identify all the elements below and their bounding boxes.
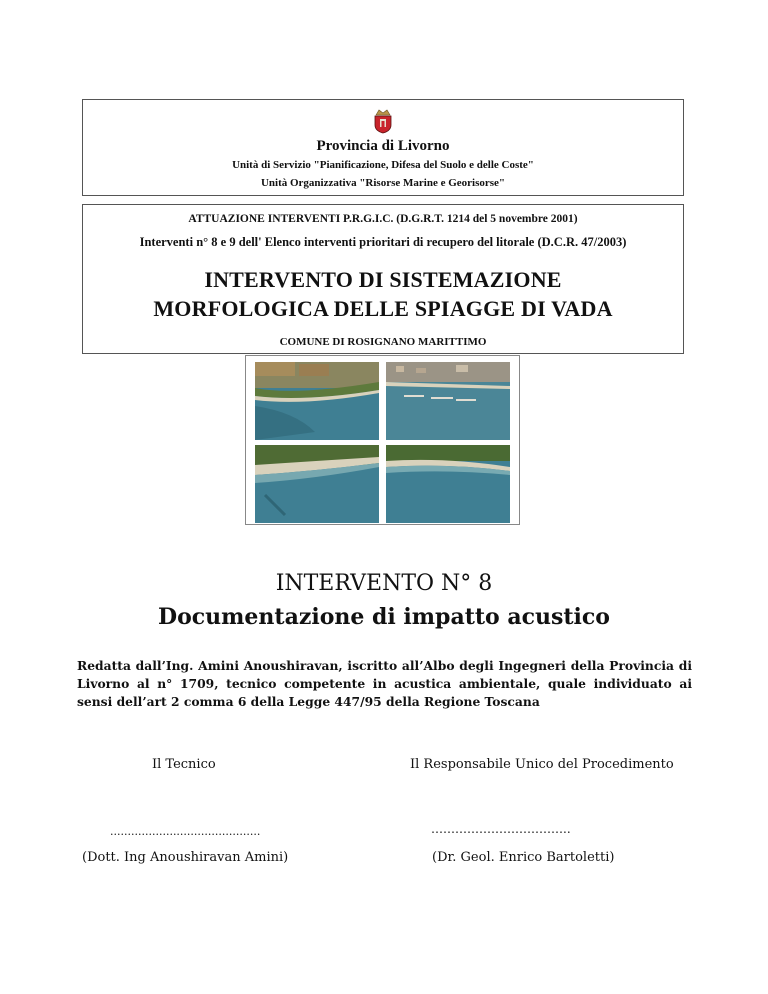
- interventi-line: Interventi n° 8 e 9 dell' Elenco interventi prioritari di recupero del litorale (D.C.R. 47/2003): [139, 235, 627, 249]
- author-statement: Redatta dall’Ing. Amini Anoushiravan, iscritto all’Albo degli Ingegneri della Provincia di Livorno al n° 1709, tecnico competente in acustica ambientale, quale individuato ai sensi dell’art 2 comma 6 della Legge 447/95 della Regione Toscana: [77, 658, 692, 709]
- aerial-photo: [255, 362, 379, 440]
- manager-signature-line: ……………………………..: [431, 822, 571, 836]
- header-box: [82, 99, 684, 196]
- document-subtitle: Documentazione di impatto acustico: [158, 604, 610, 630]
- organizational-unit: Unità Organizzativa "Risorse Marine e Georisorse": [260, 177, 506, 189]
- project-box: [82, 204, 684, 354]
- technician-name: (Dott. Ing Anoushiravan Amini): [82, 850, 289, 865]
- comune-line: COMUNE DI ROSIGNANO MARITTIMO: [279, 336, 487, 348]
- aerial-photo: [386, 362, 510, 440]
- aerial-photo: [255, 445, 379, 523]
- manager-role: Il Responsabile Unico del Procedimento: [410, 757, 674, 772]
- coat-of-arms-icon: [372, 108, 394, 134]
- project-title-line1: INTERVENTO DI SISTEMAZIONE: [204, 267, 562, 292]
- project-title-line2: MORFOLOGICA DELLE SPIAGGE DI VADA: [153, 296, 613, 321]
- aerial-photo: [386, 445, 510, 523]
- manager-name: (Dr. Geol. Enrico Bartoletti): [432, 850, 615, 865]
- attuazione-line: ATTUAZIONE INTERVENTI P.R.G.I.C. (D.G.R.T. 1214 del 5 novembre 2001): [188, 213, 578, 225]
- service-unit: Unità di Servizio "Pianificazione, Difesa del Suolo e delle Coste": [232, 159, 534, 171]
- province-title: Provincia di Livorno: [316, 138, 450, 154]
- document-title: INTERVENTO N° 8: [275, 571, 493, 596]
- technician-signature-line: ...........................................: [110, 825, 261, 838]
- aerial-photo-collage: [245, 355, 520, 525]
- technician-role: Il Tecnico: [152, 757, 216, 772]
